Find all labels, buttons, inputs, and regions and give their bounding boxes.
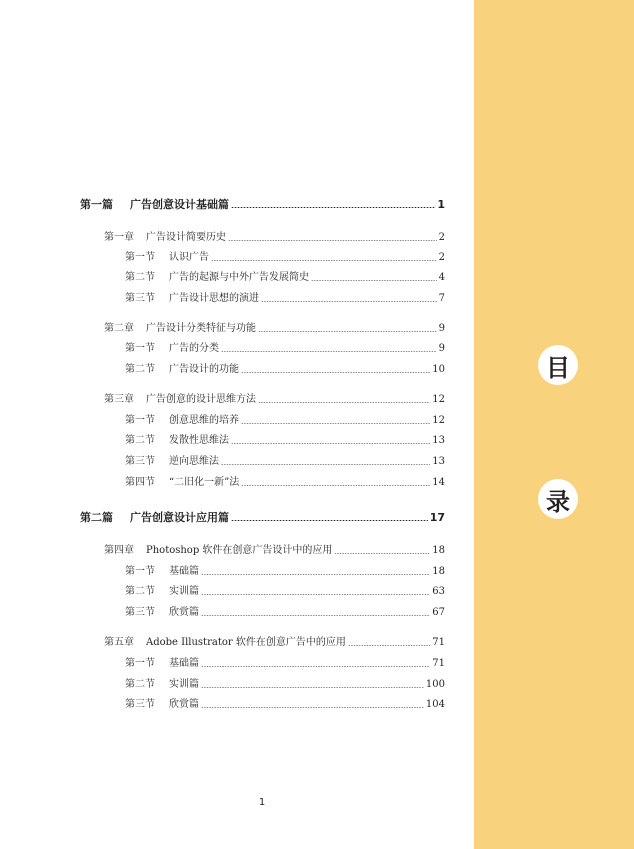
dot-leader [258, 402, 430, 403]
dot-leader [231, 443, 430, 444]
toc-entry-page: 18 [432, 566, 445, 577]
toc-entry-label: 第三节 [125, 293, 155, 304]
dot-leader [201, 707, 424, 708]
dot-leader [241, 485, 430, 486]
toc-entry-label: 第二节 [125, 435, 155, 446]
toc-entry-page: 2 [438, 232, 445, 243]
toc-entry-label: 第一章 [104, 232, 134, 243]
toc-entry-title: 基础篇 [169, 566, 199, 577]
toc-entry-chap [104, 636, 445, 650]
toc-entry-sec [125, 678, 445, 692]
toc-entry-title: Photoshop 软件在创意广告设计中的应用 [146, 545, 333, 556]
dot-leader [228, 240, 437, 241]
dot-leader [241, 423, 430, 424]
toc-entry-page: 63 [432, 586, 445, 597]
toc-entry-label: 第二节 [125, 272, 155, 283]
toc-entry-label: 第五章 [104, 637, 134, 648]
toc-entry-label: 第一节 [125, 343, 155, 354]
dot-leader [334, 553, 430, 554]
toc-entry-title: Adobe Illustrator 软件在创意广告中的应用 [146, 637, 346, 648]
toc-entry-page: 12 [432, 394, 445, 405]
toc-entry-label: 第二节 [125, 679, 155, 690]
toc-entry-title: 广告创意设计基础篇 [130, 198, 229, 211]
toc-entry-sec [125, 455, 445, 469]
toc-entry-sec [125, 606, 445, 620]
toc-entry-page: 1 [437, 198, 445, 211]
toc-entry-label: 第二章 [104, 323, 134, 334]
toc-entry-page: 104 [425, 699, 445, 710]
toc-entry-label: 第三节 [125, 456, 155, 467]
toc-entry-page: 100 [425, 679, 445, 690]
toc-entry-sec [125, 251, 445, 265]
toc-entry-page: 2 [438, 252, 445, 263]
toc-entry-chap [104, 393, 445, 407]
toc-entry-title: 认识广告 [169, 252, 209, 263]
toc-entry-title: 基础篇 [169, 658, 199, 669]
toc-entry-page: 4 [438, 272, 445, 283]
toc-entry-label: 第三节 [125, 699, 155, 710]
toc-entry-page: 71 [432, 637, 445, 648]
toc-entry-label: 第一节 [125, 252, 155, 263]
toc-entry-title: 广告设计的功能 [169, 364, 239, 375]
dot-leader [201, 666, 430, 667]
toc-entry-title: 创意思维的培养 [169, 415, 239, 426]
toc-entry-sec [125, 342, 445, 356]
toc-entry-title: 发散性思维法 [169, 435, 229, 446]
dot-leader [221, 464, 430, 465]
toc-entry-chap [104, 544, 445, 558]
toc-entry-label: 第一节 [125, 658, 155, 669]
toc-entry-label: 第二篇 [80, 511, 113, 524]
dot-leader [201, 594, 430, 595]
toc-entry-title: 广告的分类 [169, 343, 219, 354]
toc-entry-sec [125, 565, 445, 579]
toc-entry-title: 广告设计思想的演进 [169, 293, 259, 304]
title-char-mu: 目 [538, 345, 578, 385]
dot-leader [241, 372, 430, 373]
toc-entry-part [80, 198, 445, 212]
toc-entry-page: 67 [432, 607, 445, 618]
toc-entry-page: 17 [429, 511, 445, 524]
toc-entry-title: 欣赏篇 [169, 699, 199, 710]
toc-entry-page: 71 [432, 658, 445, 669]
dot-leader [211, 260, 437, 261]
toc-entry-title: 广告设计分类特征与功能 [146, 323, 256, 334]
toc-entry-sec [125, 698, 445, 712]
dot-leader [221, 351, 437, 352]
dot-leader [258, 331, 437, 332]
toc-entry-label: 第三章 [104, 394, 134, 405]
toc-entry-label: 第二节 [125, 586, 155, 597]
toc-entry-chap [104, 231, 445, 245]
toc-entry-label: 第一节 [125, 566, 155, 577]
toc-entry-page: 9 [438, 323, 445, 334]
toc-entry-label: 第一节 [125, 415, 155, 426]
toc-entry-title: 广告设计简要历史 [146, 232, 226, 243]
toc-entry-title: “二旧化一新”法 [169, 477, 240, 488]
dot-leader [231, 520, 428, 521]
toc-entry-page: 13 [432, 456, 445, 467]
toc-entry-label: 第一篇 [80, 198, 113, 211]
toc-entry-page: 10 [432, 364, 445, 375]
toc-entry-page: 18 [432, 545, 445, 556]
toc-entry-chap [104, 322, 445, 336]
toc-entry-sec [125, 657, 445, 671]
toc-entry-sec [125, 271, 445, 285]
toc-entry-part [80, 511, 445, 525]
dot-leader [231, 207, 435, 208]
toc-entry-title: 广告创意的设计思维方法 [146, 394, 256, 405]
dot-leader [201, 615, 430, 616]
toc-entry-title: 广告的起源与中外广告发展简史 [169, 272, 309, 283]
toc-entry-title: 实训篇 [169, 679, 199, 690]
sidebar-band [474, 0, 634, 849]
dot-leader [311, 280, 437, 281]
toc-entry-sec [125, 434, 445, 448]
toc-entry-page: 9 [438, 343, 445, 354]
toc-entry-title: 逆向思维法 [169, 456, 219, 467]
toc-entry-page: 12 [432, 415, 445, 426]
toc-entry-sec [125, 292, 445, 306]
toc-entry-label: 第四章 [104, 545, 134, 556]
dot-leader [348, 645, 430, 646]
toc-entry-label: 第四节 [125, 477, 155, 488]
dot-leader [261, 301, 437, 302]
toc-entry-page: 13 [432, 435, 445, 446]
toc-entry-sec [125, 414, 445, 428]
toc-entry-title: 实训篇 [169, 586, 199, 597]
toc-entry-sec [125, 585, 445, 599]
toc-entry-sec [125, 476, 445, 490]
title-char-lu: 录 [538, 479, 578, 519]
toc-entry-page: 7 [438, 293, 445, 304]
dot-leader [201, 687, 424, 688]
toc-entry-title: 广告创意设计应用篇 [130, 511, 229, 524]
toc-entry-label: 第三节 [125, 607, 155, 618]
toc-entry-sec [125, 363, 445, 377]
toc-entry-label: 第二节 [125, 364, 155, 375]
toc-entry-title: 欣赏篇 [169, 607, 199, 618]
page-number: 1 [258, 797, 266, 808]
toc-entry-page: 14 [432, 477, 445, 488]
dot-leader [201, 574, 430, 575]
